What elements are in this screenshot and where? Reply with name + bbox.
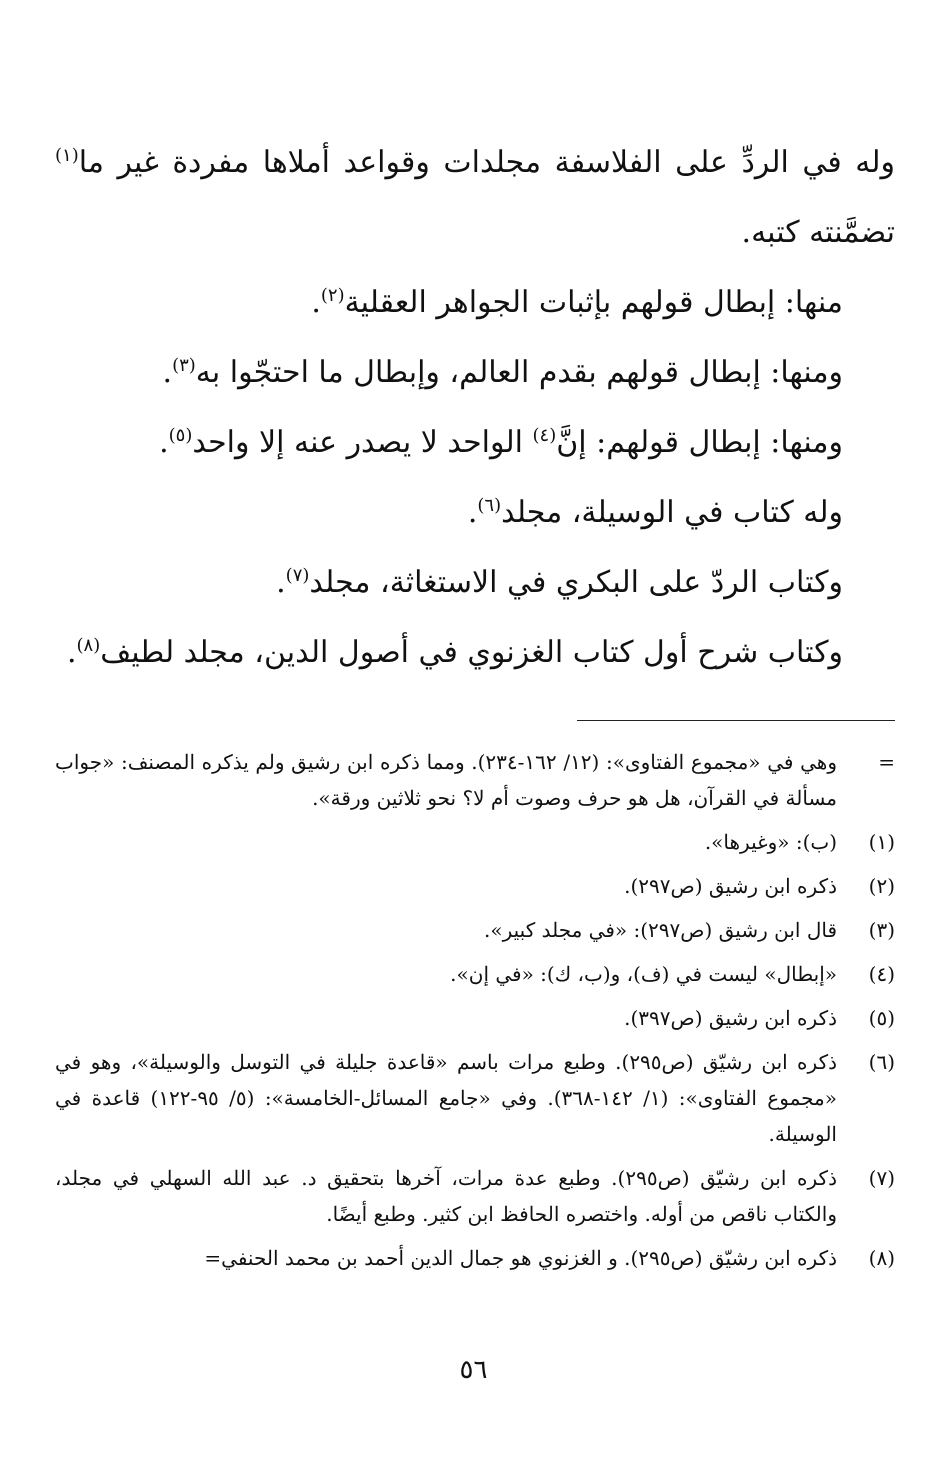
- footnote-number: (٢): [868, 874, 895, 898]
- footnote-ref-5: (٥): [168, 425, 193, 446]
- footnote-text: ذكره ابن رشيّق (ص٢٩٥). و الغزنوي هو جمال الدين أحمد بن محمد الحنفي=: [204, 1246, 837, 1270]
- footnote-ref-1: (١): [55, 145, 79, 166]
- paragraph-1: [55, 128, 895, 268]
- footnote-2: [55, 868, 895, 904]
- line-6-text: وكتاب شرح أول كتاب الغزنوي في أصول الدين، مجلد لطيف: [100, 635, 843, 670]
- line-4-text: وله كتاب في الوسيلة، مجلد: [501, 495, 843, 530]
- continuation-text: وهي في «مجموع الفتاوى»: (١٢/ ١٦٢-٢٣٤). ومما ذكره ابن رشيق ولم يذكره المصنف: «جواب مسألة في القرآن، هل هو حرف وصوت أم لا؟ نحو ثلاثين ورقة».: [55, 750, 837, 810]
- footnote-8: [55, 1240, 895, 1276]
- line-2: [55, 338, 895, 408]
- continuation-mark: =: [878, 750, 895, 774]
- footnote-ref-7: (٧): [285, 565, 310, 586]
- line-2-end: .: [162, 355, 173, 390]
- footnote-number: (٣): [868, 918, 895, 942]
- main-text-block: [55, 128, 895, 688]
- footnote-continuation: [55, 744, 895, 816]
- footnote-ref-2: (٢): [320, 285, 345, 306]
- line-3-text-2: الواحد لا يصدر عنه إلا واحد: [192, 425, 533, 460]
- footnote-text: ذكره ابن رشيق (ص٢٩٧).: [624, 874, 837, 898]
- paragraph-1-text-end: تضمَّنته كتبه.: [741, 215, 895, 250]
- line-1-text: منها: إبطال قولهم بإثبات الجواهر العقلية: [344, 285, 843, 320]
- line-5-end: .: [276, 565, 286, 600]
- line-5-text: وكتاب الردّ على البكري في الاستغاثة، مجلد: [309, 565, 843, 600]
- footnote-7: [55, 1160, 895, 1232]
- line-6-end: .: [66, 635, 77, 670]
- footnote-6: [55, 1044, 895, 1152]
- line-1-end: .: [311, 285, 321, 320]
- footnote-number: (٤): [868, 962, 895, 986]
- footnote-ref-6: (٦): [477, 495, 502, 516]
- line-3: [55, 408, 895, 478]
- footnote-number: (٧): [868, 1166, 895, 1190]
- footnote-text: (ب): «وغيرها».: [704, 830, 837, 854]
- line-3-text: ومنها: إبطال قولهم: إنَّ: [556, 425, 843, 460]
- page-number: ٥٦: [459, 1355, 488, 1385]
- paragraph-1-text: وله في الردِّ على الفلاسفة مجلدات وقواعد أملاها مفردة غير ما: [78, 145, 895, 180]
- footnotes-block: [55, 744, 895, 1284]
- footnote-4: [55, 956, 895, 992]
- footnote-3: [55, 912, 895, 948]
- footnote-text: قال ابن رشيق (ص٢٩٧): «في مجلد كبير».: [484, 918, 837, 942]
- footnote-text: ذكره ابن رشيق (ص٣٩٧).: [624, 1006, 837, 1030]
- footnote-1: [55, 824, 895, 860]
- line-3-end: .: [159, 425, 169, 460]
- footnote-5: [55, 1000, 895, 1036]
- line-1: [55, 268, 895, 338]
- footnote-ref-8: (٨): [76, 635, 101, 656]
- footnote-text: ذكره ابن رشيّق (ص٢٩٥). وطبع مرات باسم «قاعدة جليلة في التوسل والوسيلة»، وهو في «مجموع الفتاوى»: (١/ ١٤٢-٣٦٨). وفي «جامع المسائل-الخامسة»: (٥/ ٩٥-١٢٢) قاعدة في الوسيلة.: [55, 1050, 837, 1146]
- footnote-separator: [577, 720, 895, 721]
- footnote-number: (٥): [868, 1006, 895, 1030]
- footnote-text: ذكره ابن رشيّق (ص٢٩٥). وطبع عدة مرات، آخرها بتحقيق د. عبد الله السهلي في مجلد، والكتاب ناقص من أوله. واختصره الحافظ ابن كثير. وطبع أيضًا.: [55, 1166, 837, 1226]
- footnote-number: (٦): [868, 1050, 895, 1074]
- footnote-ref-4: (٤): [532, 425, 557, 446]
- footnote-ref-3: (٣): [172, 355, 196, 376]
- footnote-text: «إبطال» ليست في (ف)، و(ب، ك): «في إن».: [450, 962, 837, 986]
- footnote-number: (٨): [868, 1246, 895, 1270]
- line-4-end: .: [467, 495, 478, 530]
- line-6: [55, 618, 895, 688]
- line-5: [55, 548, 895, 618]
- line-4: [55, 478, 895, 548]
- footnote-number: (١): [868, 830, 895, 854]
- line-2-text: ومنها: إبطال قولهم بقدم العالم، وإبطال ما احتجّوا به: [195, 355, 843, 390]
